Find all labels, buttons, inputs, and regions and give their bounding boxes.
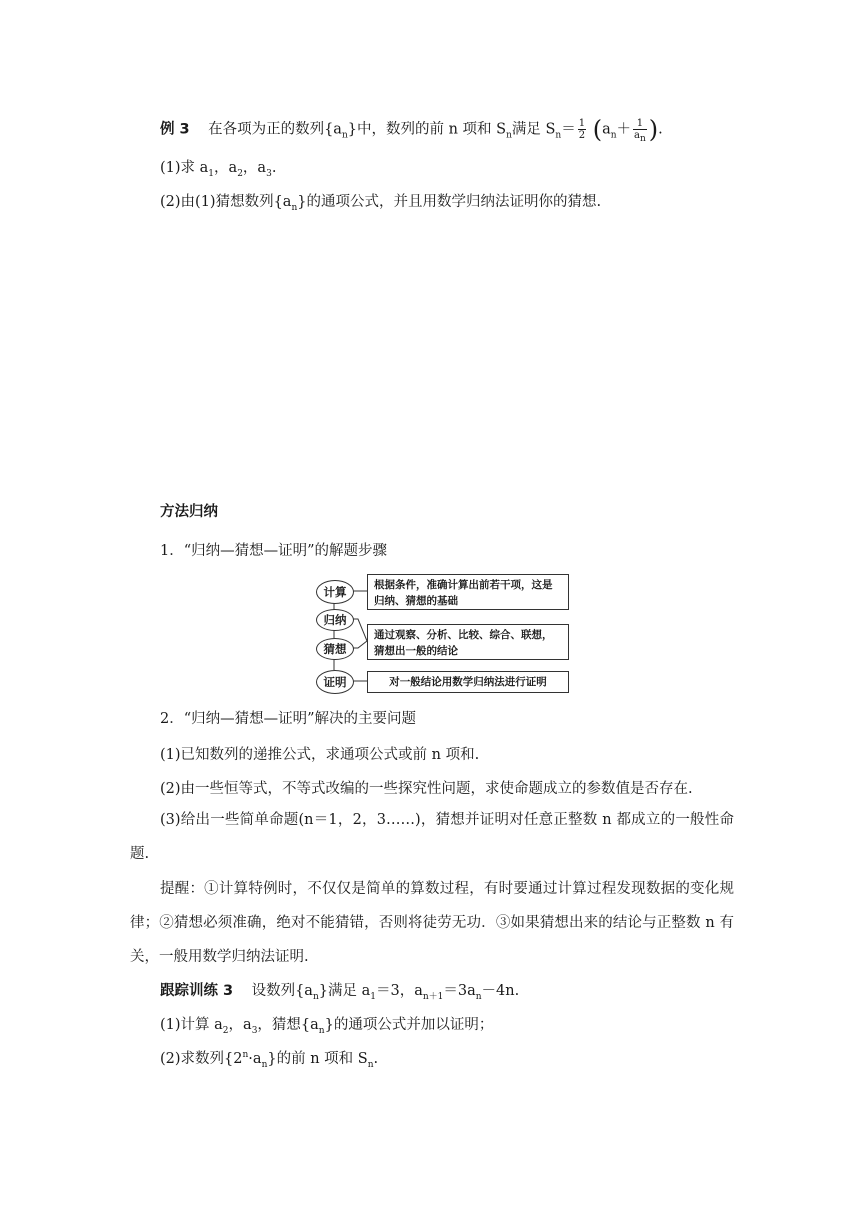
node-calculate: 计算 — [316, 580, 354, 604]
box-calculate-desc: 根据条件，准确计算出前若干项，这是归纳、猜想的基础 — [367, 574, 569, 610]
practice-question-1: (1)计算 $a_2$，$a_3$，猜想$\{a_n\}$的通项公式并加以证明； — [160, 1017, 494, 1036]
method-point-1: (1)已知数列的递推公式，求通项公式或前 n 项和. — [160, 747, 480, 763]
method-reminder: 提醒：①计算特例时，不仅仅是简单的算数过程，有时要通过计算过程发现数据的变化规律；②猜想必须准确，绝对不能猜错，否则将徒劳无功．③如果猜想出来的结论与正整数 n 有关，一般用数学归纳法证明. — [130, 881, 734, 965]
practice-label: 跟踪训练 3 — [160, 983, 234, 999]
box-prove-desc: 对一般结论用数学归纳法进行证明 — [367, 671, 569, 693]
practice-question-2: (2)求数列$\{2^n\cdot a_n\}$的前 n 项和 $S_n$. — [160, 1050, 379, 1070]
method-point-2: (2)由一些恒等式，不等式改编的一些探究性问题，求使命题成立的参数值是否存在. — [160, 781, 693, 797]
box-conjecture-desc: 通过观察、分析、比较、综合、联想，猜想出一般的结论 — [367, 624, 569, 660]
node-prove: 证明 — [316, 670, 354, 694]
practice-statement: 跟踪训练 3 设数列$\{a_n\}$满足 $a_1=3$，$a_{n+1}=3a_n-4n$. — [160, 983, 520, 1002]
example-label: 例 3 — [160, 121, 190, 138]
example-question-1: (1)求 $a_1$，$a_2$，$a_3$. — [160, 160, 277, 179]
method-heading-1: 1．“归纳—猜想—证明”的解题步骤 — [160, 543, 388, 559]
node-induce: 归纳 — [316, 609, 354, 631]
flow-diagram — [312, 572, 572, 694]
example-question-2: (2)由(1)猜想数列$\{a_n\}$的通项公式，并且用数学归纳法证明你的猜想. — [160, 194, 602, 213]
method-heading-2: 2．“归纳—猜想—证明”解决的主要问题 — [160, 711, 417, 727]
fraction-reciprocal: $\frac{1}{a_n}$ — [634, 118, 646, 144]
method-title: 方法归纳 — [160, 504, 218, 520]
node-conjecture: 猜想 — [316, 638, 354, 660]
method-point-3: (3)给出一些简单命题(n＝1，2，3……)，猜想并证明对任意正整数 n 都成立的一般性命题. — [130, 812, 734, 862]
example-statement: 例 3 在各项为正的数列$\{a_n\}$中，数列的前 n 项和 $S_n$满足 $S_n=$ $\frac{1}{2}$ ($a_n+$ $\frac{1}{a_n}$ ). — [160, 115, 663, 144]
fraction-half: $\frac{1}{2}$ — [578, 118, 586, 141]
